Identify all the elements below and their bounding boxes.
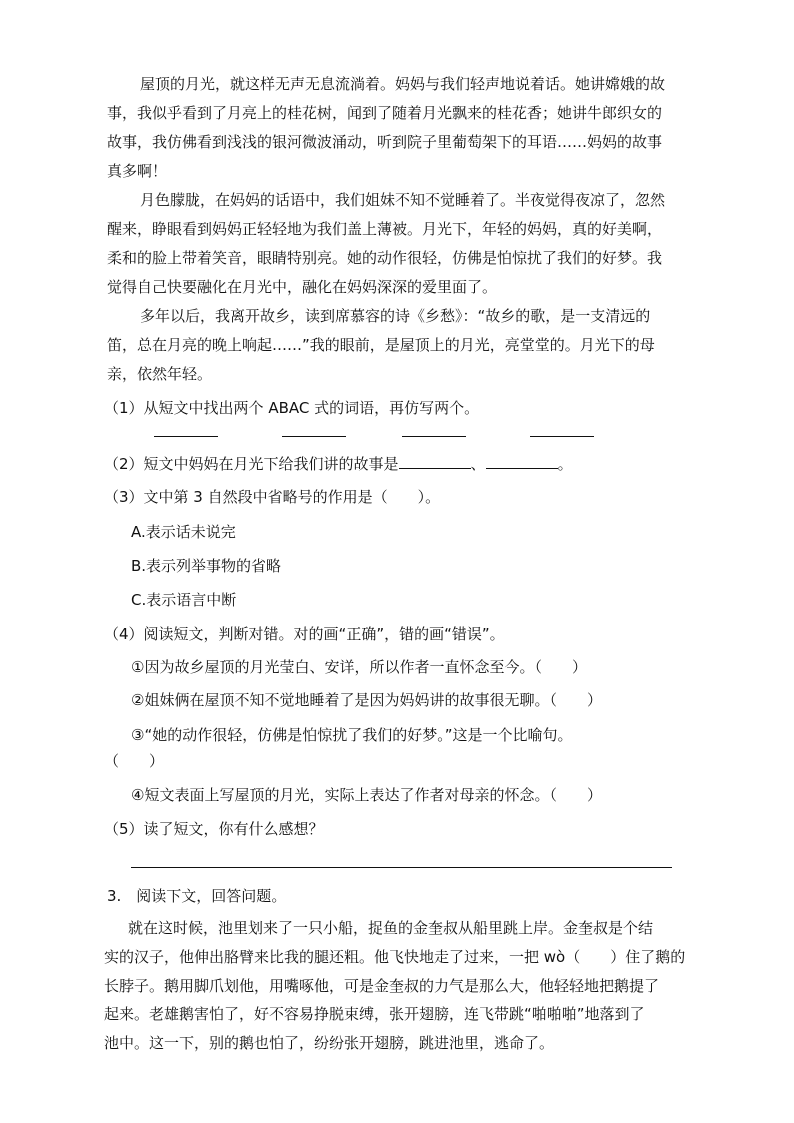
- section-3-line-2: 实的汉子，他伸出胳臂来比我的腿还粗。他飞快地走了过来，一把 wò（ ）住了鹅的: [104, 948, 686, 966]
- paragraph-3-line-1: 多年以后，我离开故乡，读到席慕容的诗《乡愁》：“故乡的歌，是一支清远的: [140, 307, 651, 325]
- section-3-heading: 3. 阅读下文，回答问题。: [107, 887, 287, 905]
- question-5: （5）读了短文，你有什么感想？: [104, 820, 324, 838]
- story-blank-1[interactable]: [399, 454, 471, 469]
- question-4-item-4: ④短文表面上写屋顶的月光，实际上表达了作者对母亲的怀念。（ ）: [131, 786, 602, 804]
- story-blank-2[interactable]: [486, 454, 558, 469]
- paragraph-2-line-1: 月色朦胧，在妈妈的话语中，我们姐妹不知不觉睡着了。半夜觉得夜凉了，忽然: [140, 191, 666, 209]
- paragraph-1-line-4: 真多啊！: [107, 162, 168, 180]
- paragraph-2-line-3: 柔和的脸上带着笑音，眼睛特别亮。她的动作很轻，仿佛是怕惊扰了我们的好梦。我: [107, 249, 663, 267]
- section-3-line-4: 起来。老雄鹅害怕了，好不容易挣脱束缚，张开翅膀，连飞带跳“啪啪啪”地落到了: [104, 1005, 645, 1023]
- reflection-answer-line[interactable]: [131, 867, 672, 868]
- question-4-item-1: ①因为故乡屋顶的月光莹白、安详，所以作者一直怀念至今。（ ）: [131, 658, 587, 676]
- question-3-option-c: C.表示语言中断: [131, 591, 237, 609]
- answer-blank-3[interactable]: [402, 436, 466, 437]
- section-3-line-1: 就在这时候，池里划来了一只小船，捉鱼的金奎叔从船里跳上岸。金奎叔是个结: [128, 919, 654, 937]
- section-3-line-3: 长脖子。鹅用脚爪划他，用嘴啄他，可是金奎叔的力气是那么大，他轻轻地把鹅提了: [104, 977, 660, 995]
- answer-blank-2[interactable]: [282, 436, 346, 437]
- question-4-item-3-answer: （ ）: [104, 752, 165, 770]
- paragraph-2-line-4: 觉得自己快要融化在月光中，融化在妈妈深深的爱里面了。: [107, 278, 498, 296]
- question-4: （4）阅读短文，判断对错。对的画“正确”，错的画“错误”。: [104, 625, 505, 643]
- question-1: （1）从短文中找出两个 ABAC 式的词语，再仿写两个。: [104, 399, 480, 417]
- paragraph-1-line-2: 事，我似乎看到了月亮上的桂花树，闻到了随着月光飘来的桂花香；她讲牛郎织女的: [107, 104, 663, 122]
- question-2-end: 。: [557, 455, 573, 473]
- question-4-item-2: ②姐妹俩在屋顶不知不觉地睡着了是因为妈妈讲的故事很无聊。（ ）: [131, 691, 602, 709]
- question-2-separator: 、: [470, 455, 486, 473]
- question-3-option-b: B.表示列举事物的省略: [131, 557, 282, 575]
- answer-blank-4[interactable]: [530, 436, 594, 437]
- question-2: [104, 454, 573, 474]
- question-2-text: （2）短文中妈妈在月光下给我们讲的故事是: [104, 455, 399, 473]
- answer-blank-1[interactable]: [154, 436, 218, 437]
- paragraph-1-line-1: 屋顶的月光，就这样无声无息流淌着。妈妈与我们轻声地说着话。她讲嫦娥的故: [140, 75, 666, 93]
- paragraph-3-line-3: 亲，依然年轻。: [107, 365, 213, 383]
- question-3: （3）文中第 3 自然段中省略号的作用是（ ）。: [104, 488, 441, 506]
- paragraph-1-line-3: 故事，我仿佛看到浅浅的银河微波涌动，听到院子里葡萄架下的耳语……妈妈的故事: [107, 133, 663, 151]
- paragraph-2-line-2: 醒来，睁眼看到妈妈正轻轻地为我们盖上薄被。月光下，年轻的妈妈，真的好美啊，: [107, 220, 663, 238]
- section-3-line-5: 池中。这一下，别的鹅也怕了，纷纷张开翅膀，跳进池里，逃命了。: [104, 1034, 555, 1052]
- question-3-option-a: A.表示话未说完: [131, 523, 236, 541]
- paragraph-3-line-2: 笛，总在月亮的晚上响起……”我的眼前，是屋顶上的月光，亮堂堂的。月光下的母: [107, 336, 655, 354]
- question-4-item-3: ③“她的动作很轻，仿佛是怕惊扰了我们的好梦。”这是一个比喻句。: [131, 726, 573, 744]
